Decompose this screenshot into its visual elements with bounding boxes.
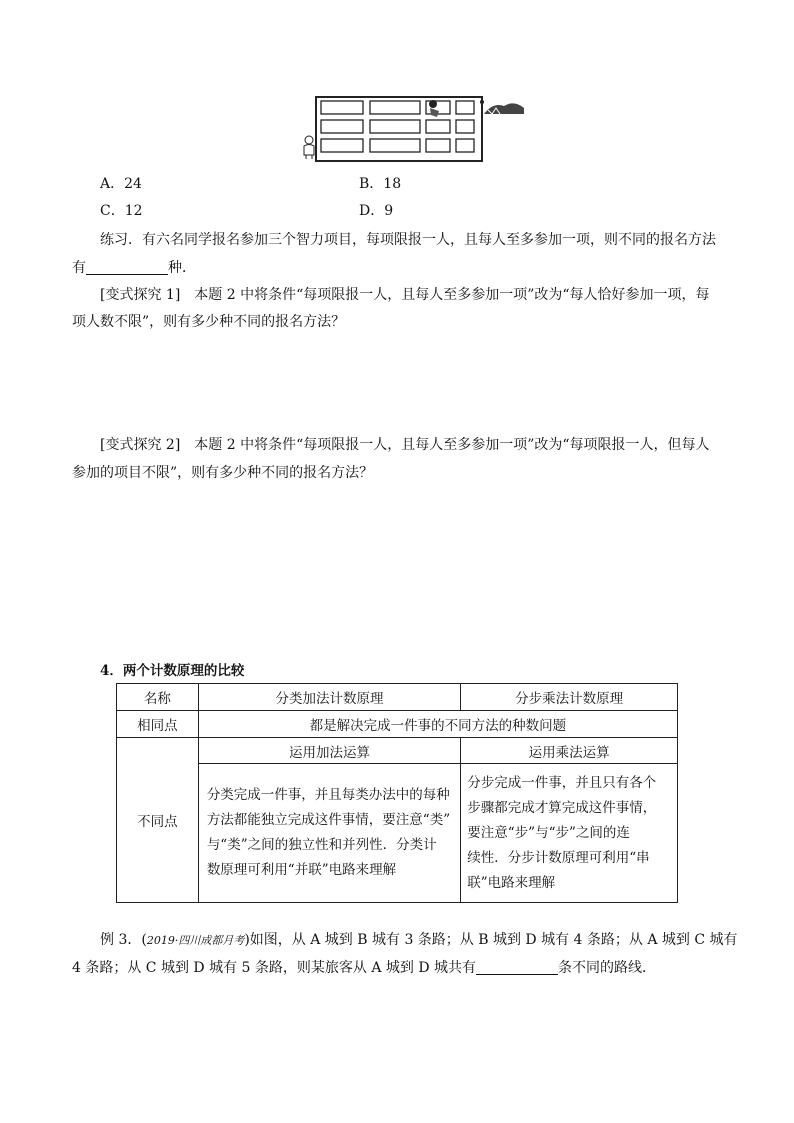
choice-d: D．9 (359, 203, 394, 219)
example3-line1 (100, 929, 738, 949)
multiplication-line: 续性．分步计数原理可利用“串 (467, 849, 650, 866)
practice-line2 (72, 257, 196, 277)
example3-line2 (72, 957, 656, 977)
header-name: 名称 (117, 684, 199, 711)
addition-line: 数原理可利用“并联”电路来理解 (206, 862, 397, 878)
same-label: 相同点 (117, 711, 199, 738)
variant1-line1: [变式探究 1] 本题 2 中将条件“每项限报一人，且每人至多参加一项”改为“每人恰好参加一项，每 (100, 287, 710, 303)
section-heading: 4．两个计数原理的比较 (100, 663, 245, 679)
practice-prefix: 有 (72, 260, 86, 276)
addition-op: 运用加法运算 (198, 738, 460, 764)
diff-label: 不同点 (117, 738, 199, 903)
comparison-table (116, 683, 678, 903)
multiplication-description (461, 764, 678, 903)
landscape-icon (478, 96, 528, 120)
practice-suffix: 种． (168, 260, 196, 276)
addition-description (198, 764, 460, 903)
multiplication-line: 分步完成一件事，并且只有各个 (467, 774, 657, 791)
same-text: 都是解决完成一件事的不同方法的种数问题 (198, 711, 677, 738)
variant1-line2: 项人数不限”，则有多少种不同的报名方法？ (72, 314, 346, 330)
multiplication-line: 要注意“步”与“步”之间的连 (467, 824, 630, 841)
example3-rest: )如图，从 A 城到 B 城有 3 条路；从 B 城到 D 城有 4 条路；从 A 城到 C 城有 (244, 932, 738, 948)
grid-figure (300, 90, 530, 162)
example3-source: 2019·四川成都月考 (146, 934, 245, 947)
practice-line1: 练习．有六名同学报名参加三个智力项目，每项限报一人，且每人至多参加一项，则不同的报名方法 (100, 232, 716, 248)
choice-b: B．18 (359, 176, 402, 192)
choice-a: A．24 (100, 176, 142, 192)
variant2-line1: [变式探究 2] 本题 2 中将条件“每项限报一人，且每人至多参加一项”改为“每项限报一人，但每人 (100, 437, 710, 453)
table-header-row (117, 684, 678, 711)
table-row-desc (117, 764, 678, 903)
answer-blank (86, 260, 168, 275)
example3-label: 例 3．( (100, 932, 147, 948)
addition-line: 分类完成一件事，并且每类办法中的每种 (206, 787, 450, 803)
multiplication-line: 联”电路来理解 (467, 874, 556, 891)
example3-line2-suffix: 条不同的路线． (558, 960, 657, 976)
multiplication-line: 步骤都完成才算完成这件事情， (467, 799, 657, 816)
example3-answer-blank (476, 960, 558, 975)
choice-c: C．12 (100, 203, 143, 219)
table-row-ops (117, 738, 678, 764)
variant2-line2: 参加的项目不限”，则有多少种不同的报名方法？ (72, 465, 374, 481)
header-multiplication: 分步乘法计数原理 (461, 684, 678, 711)
header-addition: 分类加法计数原理 (198, 684, 460, 711)
multiplication-op: 运用乘法运算 (461, 738, 678, 764)
addition-line: 与“类”之间的独立性和并列性．分类计 (206, 837, 437, 853)
table-row-same (117, 711, 678, 738)
person-icon (300, 134, 320, 160)
addition-line: 方法都能独立完成这件事情，要注意“类” (206, 812, 451, 828)
walker-icon (425, 98, 447, 120)
example3-line2-prefix: 4 条路；从 C 城到 D 城有 5 条路，则某旅客从 A 城到 D 城共有 (72, 960, 477, 976)
